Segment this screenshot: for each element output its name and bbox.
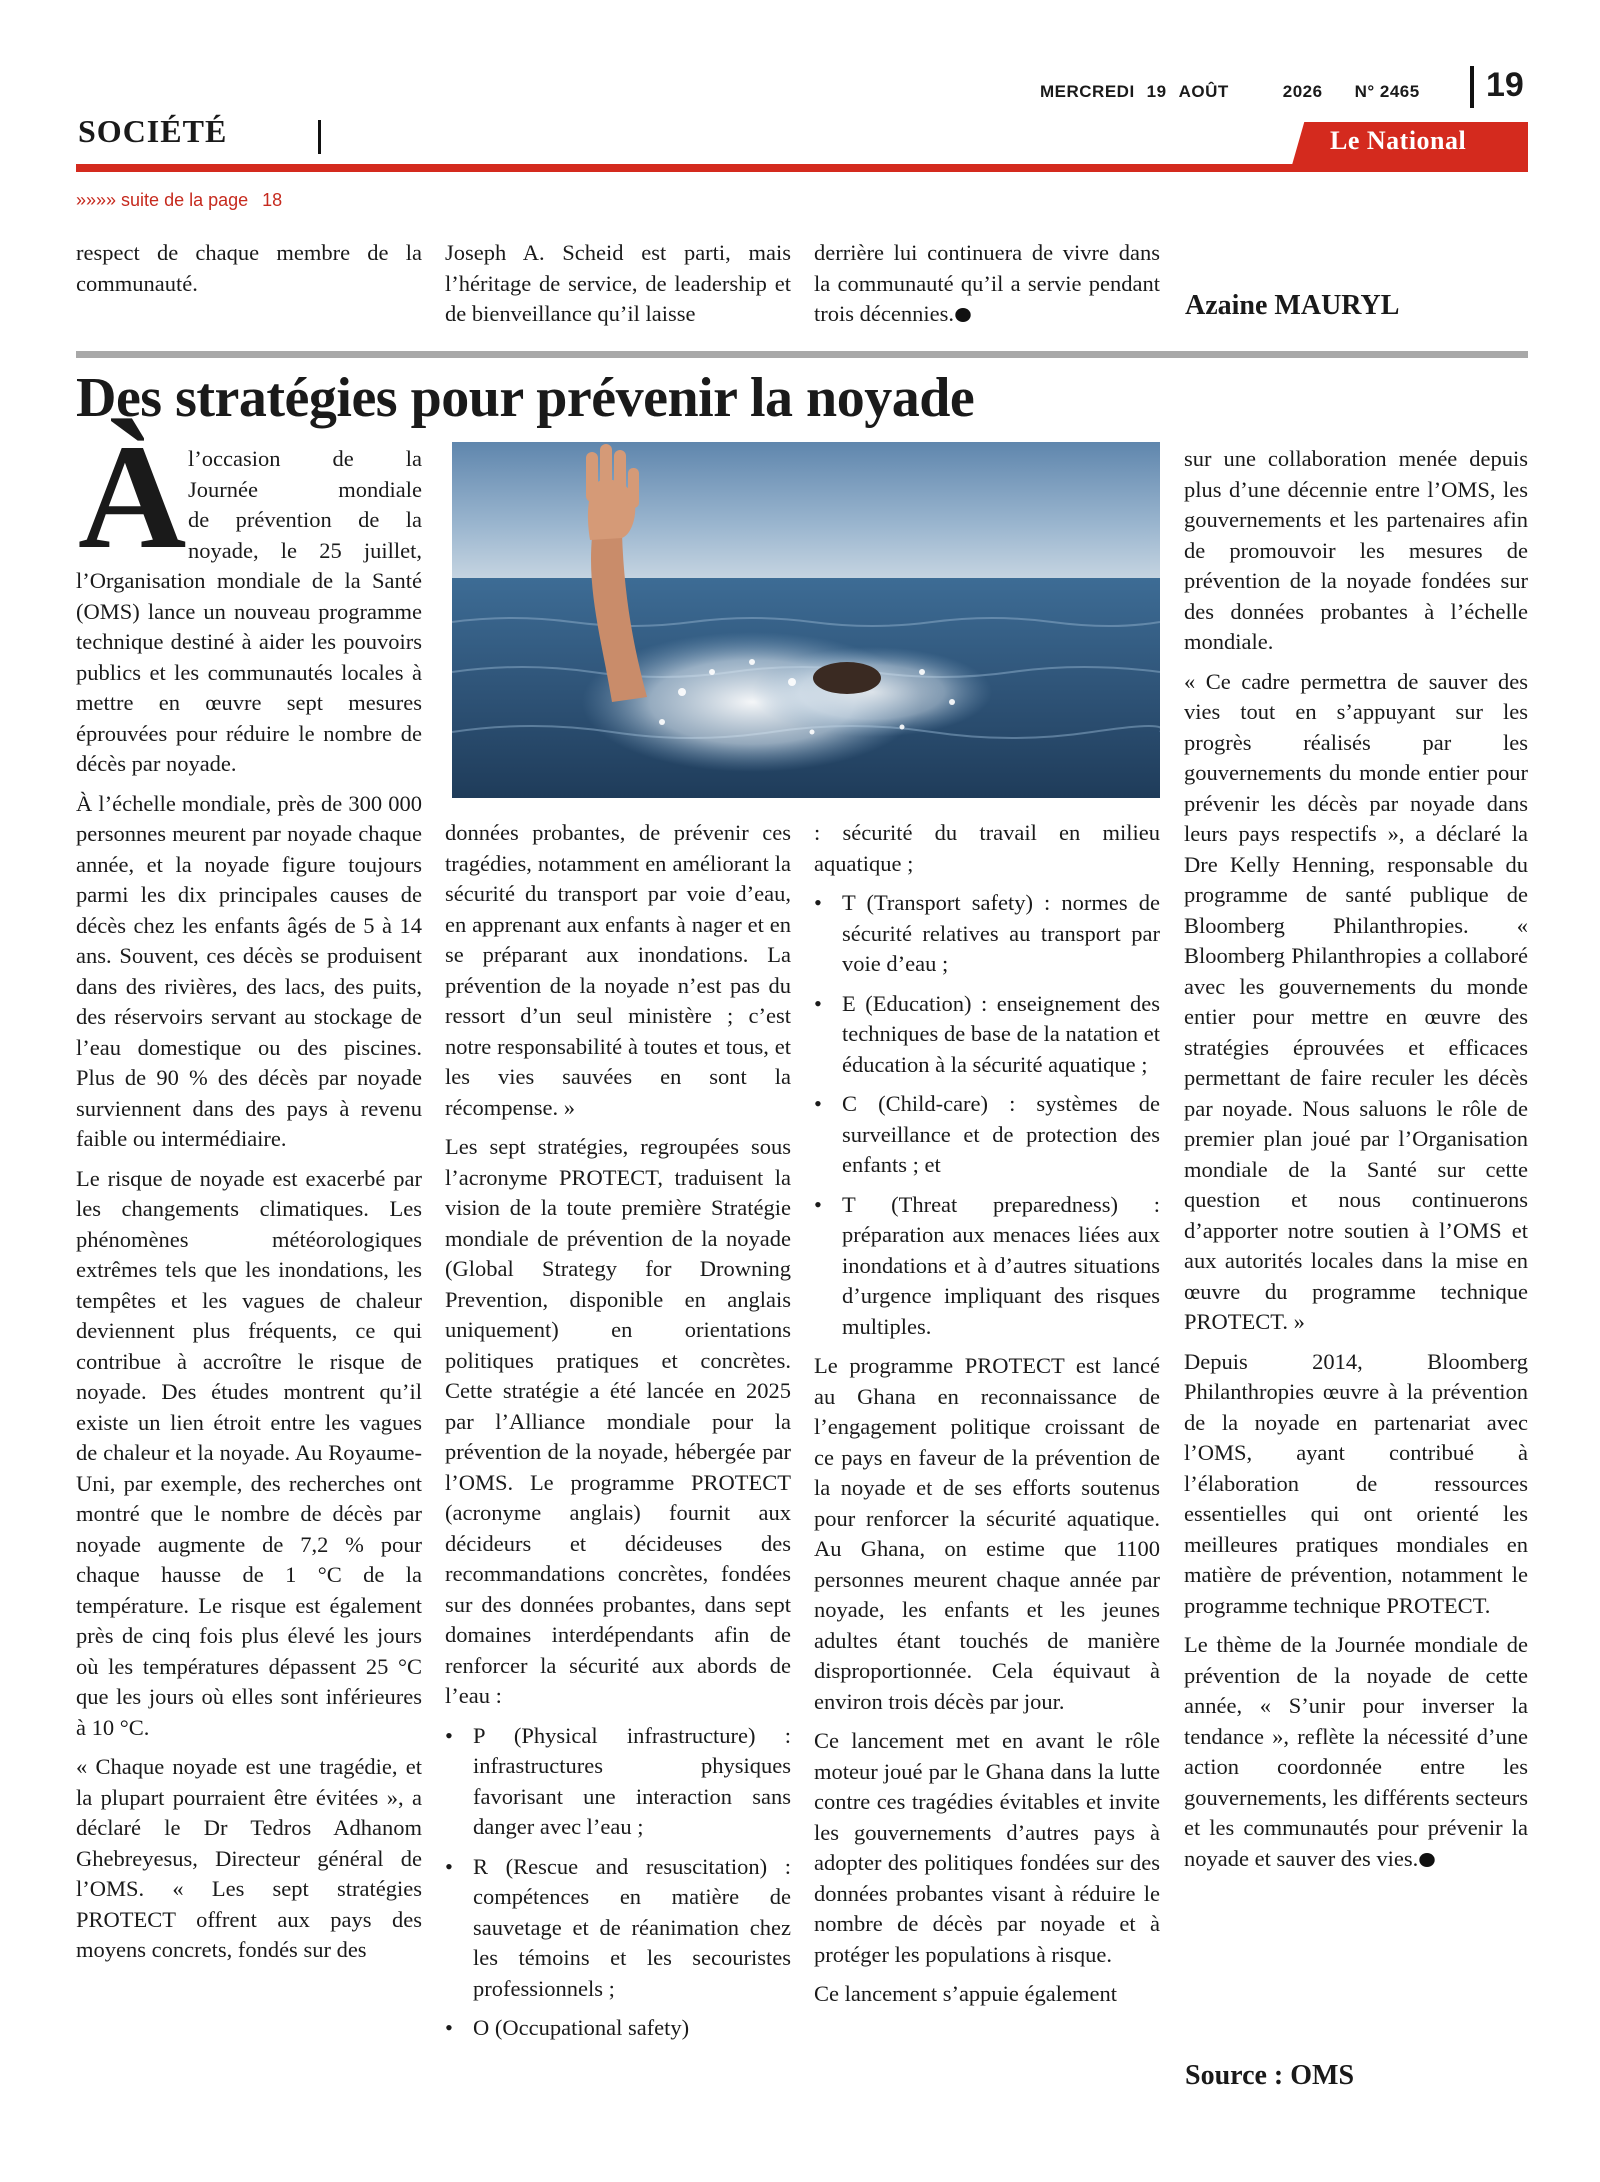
prev-article-col1 [76, 238, 422, 308]
bullet-icon: • [814, 890, 822, 915]
list-item-text: C (Child-care) : systèmes de surveillance et de protection des enfants ; et [842, 1091, 1160, 1177]
list-item [445, 2013, 791, 2044]
article-separator [76, 351, 1528, 358]
list-item [445, 1721, 791, 1843]
prev-article-text-1: respect de chaque membre de la communauté. [76, 240, 422, 296]
prev-article-author: Azaine MAURYL [1185, 290, 1400, 321]
issue-number: N° 2465 [1354, 82, 1420, 101]
article-col1 [76, 566, 422, 1975]
col2-paragraph-2: Les sept stratégies, regroupées sous l’acronyme PROTECT, traduisent la vision de la toute première Stratégie mondiale de prévention de la noyade (Global Strategy for Drowning Prevention, disponible en anglais uniquement) en orientations politiques pratiques et concrètes. Cette stratégie a été lancée en 2025 par l’Alliance mondiale pour la prévention de la noyade, hébergée par l’OMS. Le programme PROTECT (acronyme anglais) fournit aux décideurs et décideuses des recommandations concrètes, fondées sur des données probantes, dans sept domaines interdépendants afin de renforcer la sécurité aux abords de l’eau : [445, 1134, 791, 1708]
list-item-text: R (Rescue and resuscitation) : compétences en matière de sauvetage et de réanimation chez les témoins et les secouristes professionnels ; [473, 1853, 791, 2001]
intro-line-4: noyade, le 25 juillet, [188, 537, 422, 563]
prev-article-col3 [814, 238, 1160, 330]
col3-paragraph-2: Ce lancement met en avant le rôle moteur joué par le Ghana dans la lutte contre ces tragédies évitables et invite les gouvernements d’autres pays à adopter des politiques fondées sur des données probantes visant à réduire le nombre de décès par noyade et à protéger les populations à risque. [814, 1728, 1160, 1967]
list-item [445, 1852, 791, 2005]
col4-paragraph-2: « Ce cadre permettra de sauver des vies tout en s’appuyant sur les progrès réalisés par les gouvernements du monde entier pour prévenir les décès par noyade dans leurs pays respectifs », a déclaré la Dre Kelly Henning, responsable du programme de santé publique de Bloomberg Philanthropies. « Bloomberg Philanthropies a collaboré avec les gouvernements du monde entier pour mettre en œuvre des stratégies éprouvées et efficaces permettant de faire reculer les décès par noyade. Nous saluons le rôle de premier plan joué par l’Organisation mondiale de la Santé sur cette question et nous continuerons d’apporter notre soutien à l’OMS et aux autorités locales dans la mise en œuvre du programme technique PROTECT. » [1184, 668, 1528, 1334]
col3-paragraph-1: Le programme PROTECT est lancé au Ghana en reconnaissance de l’engagement politique croissant de ce pays en faveur de la prévention de la noyade et de ses efforts soutenus pour renforcer la sécurité aquatique. Au Ghana, on estime que 1100 personnes meurent chaque année par noyade, les enfants et les jeunes adultes étant touchés de manière disproportionnée. Cela équivaut à environ trois décès par jour. [814, 1353, 1160, 1714]
bullet-icon: • [445, 1722, 453, 1748]
section-title: SOCIÉTÉ [78, 113, 228, 149]
col4-paragraph-4: Le thème de la Journée mondiale de prévention de la noyade de cette année, « S’unir pour inverser la tendance », reflète la nécessité d’une action coordonnée entre les gouvernements, les différents secteurs et les communautés pour prévenir la noyade et sauver des vies. [1184, 1632, 1528, 1871]
bullet-icon: • [445, 2015, 453, 2040]
bullet-icon: • [814, 990, 822, 1016]
bullet-icon: • [445, 1853, 453, 1879]
col1-paragraph-2: À l’échelle mondiale, près de 300 000 personnes meurent par noyade chaque année, et la noyade figure toujours parmi les dix principales causes de décès chez les enfants âgés de 5 à 14 ans. Souvent, ces décès se produisent dans des rivières, des lacs, des puits, des réservoirs servant au stockage de l’eau domestique ou des piscines. Plus de 90 % des décès par noyade surviennent dans des pays à revenu faible ou intermédiaire. [76, 790, 422, 1151]
section-divider [318, 120, 321, 154]
intro-line-3: de prévention de la [188, 507, 422, 532]
col1-paragraph-3: Le risque de noyade est exacerbé par les changements climatiques. Les phénomènes météorologiques extrêmes tels que les inondations, les tempêtes et les vagues de chaleur deviennent plus fréquents, ce qui contribue à accroître le risque de noyade. Des études montrent qu’il existe un lien étroit entre les vagues de chaleur et la noyade. Au Royaume-Uni, par exemple, des recherches ont montré que le nombre de décès par noyade augmente de 7,2 % pour chaque hausse de 1 °C de la température. Le risque est également près de cinq fois plus élevé les jours où les températures dépassent 25 °C que les jours où elles sont inférieures à 10 °C. [76, 1165, 422, 1740]
list-item [814, 1089, 1160, 1181]
bullet-icon: • [814, 1191, 822, 1217]
col4-paragraph-3: Depuis 2014, Bloomberg Philanthropies œuvre à la prévention de la noyade en partenariat avec l’OMS, ayant contribué à l’élaboration de ressources essentielles qui ont orienté les meilleures pratiques mondiales en matière de prévention, notamment le programme technique PROTECT. [1184, 1348, 1528, 1618]
issue-date-line [1040, 82, 1432, 102]
intro-line-1: l’occasion de la [188, 446, 422, 471]
article-col4 [1184, 444, 1528, 1883]
article-col2 [445, 818, 791, 2044]
prev-article-text-3: derrière lui continuera de vivre dans la communauté qu’il a servie pendant trois décennies. [814, 240, 1160, 326]
issue-day: MERCREDI [1040, 82, 1135, 101]
header-red-rule [76, 164, 1528, 172]
col2-paragraph-1: données probantes, de prévenir ces tragédies, notamment en améliorant la sécurité du transport par voie d’eau, en apprenant aux enfants à nager et en se préparant aux inondations. La prévention de la noyade n’est pas du ressort d’un seul ministère ; c’est notre responsabilité à toutes et tous, et les vies sauvées en sont la récompense. » [445, 820, 791, 1120]
list-item-text: P (Physical infrastructure) : infrastructures physiques favorisant une interaction sans danger avec l’eau ; [473, 1722, 791, 1839]
col1-paragraph-4: « Chaque noyade est une tragédie, et la plupart pourraient être évitées », a déclaré le Dr Tedros Adhanom Ghebreyesus, Directeur général de l’OMS. « Les sept stratégies PROTECT offrent aux pays des moyens concrets, fondés sur des [76, 1754, 422, 1962]
prev-article-col2 [445, 238, 791, 339]
drowning-hand-photo [452, 442, 1160, 798]
col1-intro-rest: l’Organisation mondiale de la Santé (OMS) lance un nouveau programme technique destiné à aider les pouvoirs publics et les communautés locales à mettre en œuvre sept mesures éprouvées pour réduire le nombre de décès par noyade. [76, 568, 422, 776]
list-item-text: T (Transport safety) : normes de sécurité relatives au transport par voie d’eau ; [842, 890, 1160, 976]
continuation-page: 18 [262, 190, 283, 210]
article-headline: Des stratégies pour prévenir la noyade [76, 367, 975, 429]
col4-paragraph-1: sur une collaboration menée depuis plus d’une décennie entre l’OMS, les gouvernements et les partenaires afin de promouvoir les mesures de prévention de la noyade fondées sur des données probantes à l’échelle mondiale. [1184, 446, 1528, 654]
list-item-text: O (Occupational safety) [473, 2015, 690, 2040]
article-source: Source : OMS [1185, 2060, 1355, 2091]
list-item [814, 989, 1160, 1081]
continuation-label: »»»» suite de la page [76, 190, 249, 210]
intro-line-2: Journée mondiale [188, 476, 422, 502]
col3-paragraph-0: : sécurité du travail en milieu aquatique ; [814, 820, 1160, 876]
page-number-divider [1470, 66, 1474, 108]
bullet-icon: • [814, 1091, 822, 1116]
end-mark-icon [1420, 1853, 1435, 1867]
list-item [814, 1190, 1160, 1343]
issue-month: AOÛT [1178, 82, 1229, 101]
col3-paragraph-3: Ce lancement s’appuie également [814, 1981, 1117, 2006]
list-item-text: E (Education) : enseignement des techniques de base de la natation et éducation à la sécurité aquatique ; [842, 990, 1160, 1077]
article-col3 [814, 818, 1160, 2019]
brand-name: Le National [1330, 126, 1467, 155]
col1-intro-lines [188, 444, 422, 566]
list-item-text: T (Threat preparedness) : préparation aux menaces liées aux inondations et à d’autres situations d’urgence impliquant des risques multiples. [842, 1191, 1160, 1339]
list-item [814, 888, 1160, 980]
end-mark-icon [955, 308, 970, 322]
issue-year: 2026 [1282, 82, 1323, 101]
continuation-note [76, 190, 282, 211]
page-number: 19 [1486, 66, 1524, 104]
drop-cap: À [78, 414, 187, 580]
issue-date-number: 19 [1146, 82, 1167, 101]
prev-article-text-2: Joseph A. Scheid est parti, mais l’héritage de service, de leadership et de bienveillance qu’il laisse [445, 240, 791, 326]
